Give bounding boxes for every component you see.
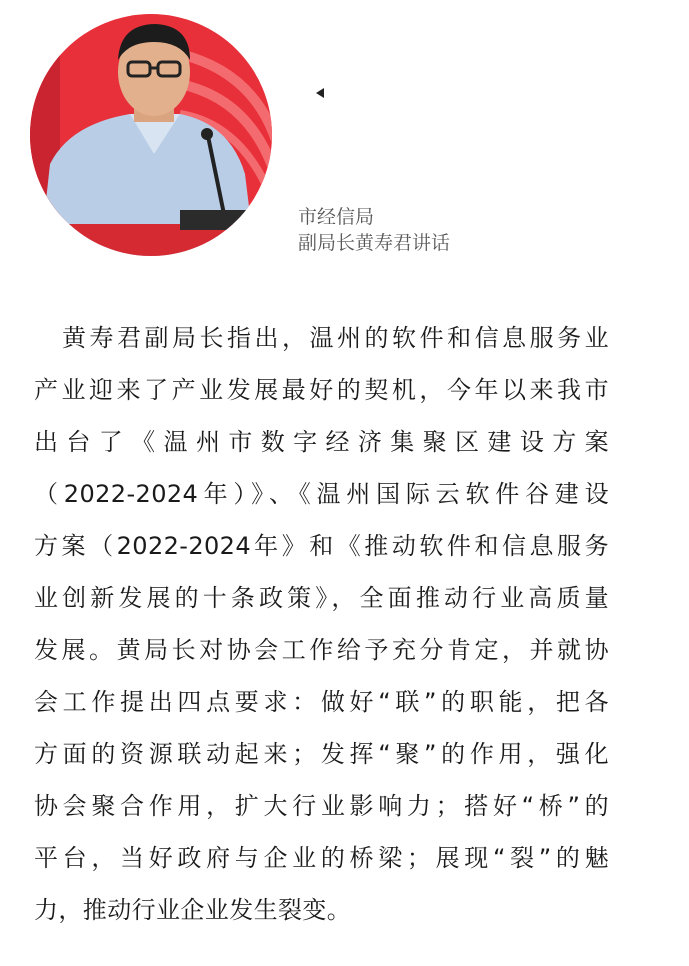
paragraph-line: 协会聚合作用，扩大行业影响力；搭好“桥”的 xyxy=(34,792,609,820)
paragraph-line: 力，推动行业企业发生裂变。 xyxy=(34,896,352,924)
paragraph-line: 黄寿君副局长指出，温州的软件和信息服务业 xyxy=(62,324,609,352)
paragraph-line: 发展。黄局长对协会工作给予充分肯定，并就协 xyxy=(34,636,609,664)
paragraph-line: （2022-2024年）》、《温州国际云软件谷建设 xyxy=(34,480,609,508)
article-paragraph xyxy=(34,312,609,936)
paragraph-line: 平台，当好政府与企业的桥梁；展现“裂”的魅 xyxy=(34,844,609,872)
paragraph-line: 方面的资源联动起来；发挥“聚”的作用，强化 xyxy=(34,740,609,768)
speaker-portrait-icon xyxy=(30,14,272,256)
caption-line-2: 副局长黄寿君讲话 xyxy=(298,232,451,254)
paragraph-line: 会工作提出四点要求：做好“联”的职能，把各 xyxy=(34,688,609,716)
caption-pointer-icon xyxy=(316,88,324,98)
caption-line-1: 市经信局 xyxy=(298,206,375,228)
speaker-photo xyxy=(30,14,272,256)
paragraph-line: 业创新发展的十条政策》，全面推动行业高质量 xyxy=(34,584,609,612)
paragraph-line: 产业迎来了产业发展最好的契机，今年以来我市 xyxy=(34,376,609,404)
paragraph-line: 方案（2022-2024年》和《推动软件和信息服务 xyxy=(34,532,609,560)
photo-caption xyxy=(298,204,450,256)
paragraph-line: 出台了《温州市数字经济集聚区建设方案 xyxy=(34,428,609,456)
